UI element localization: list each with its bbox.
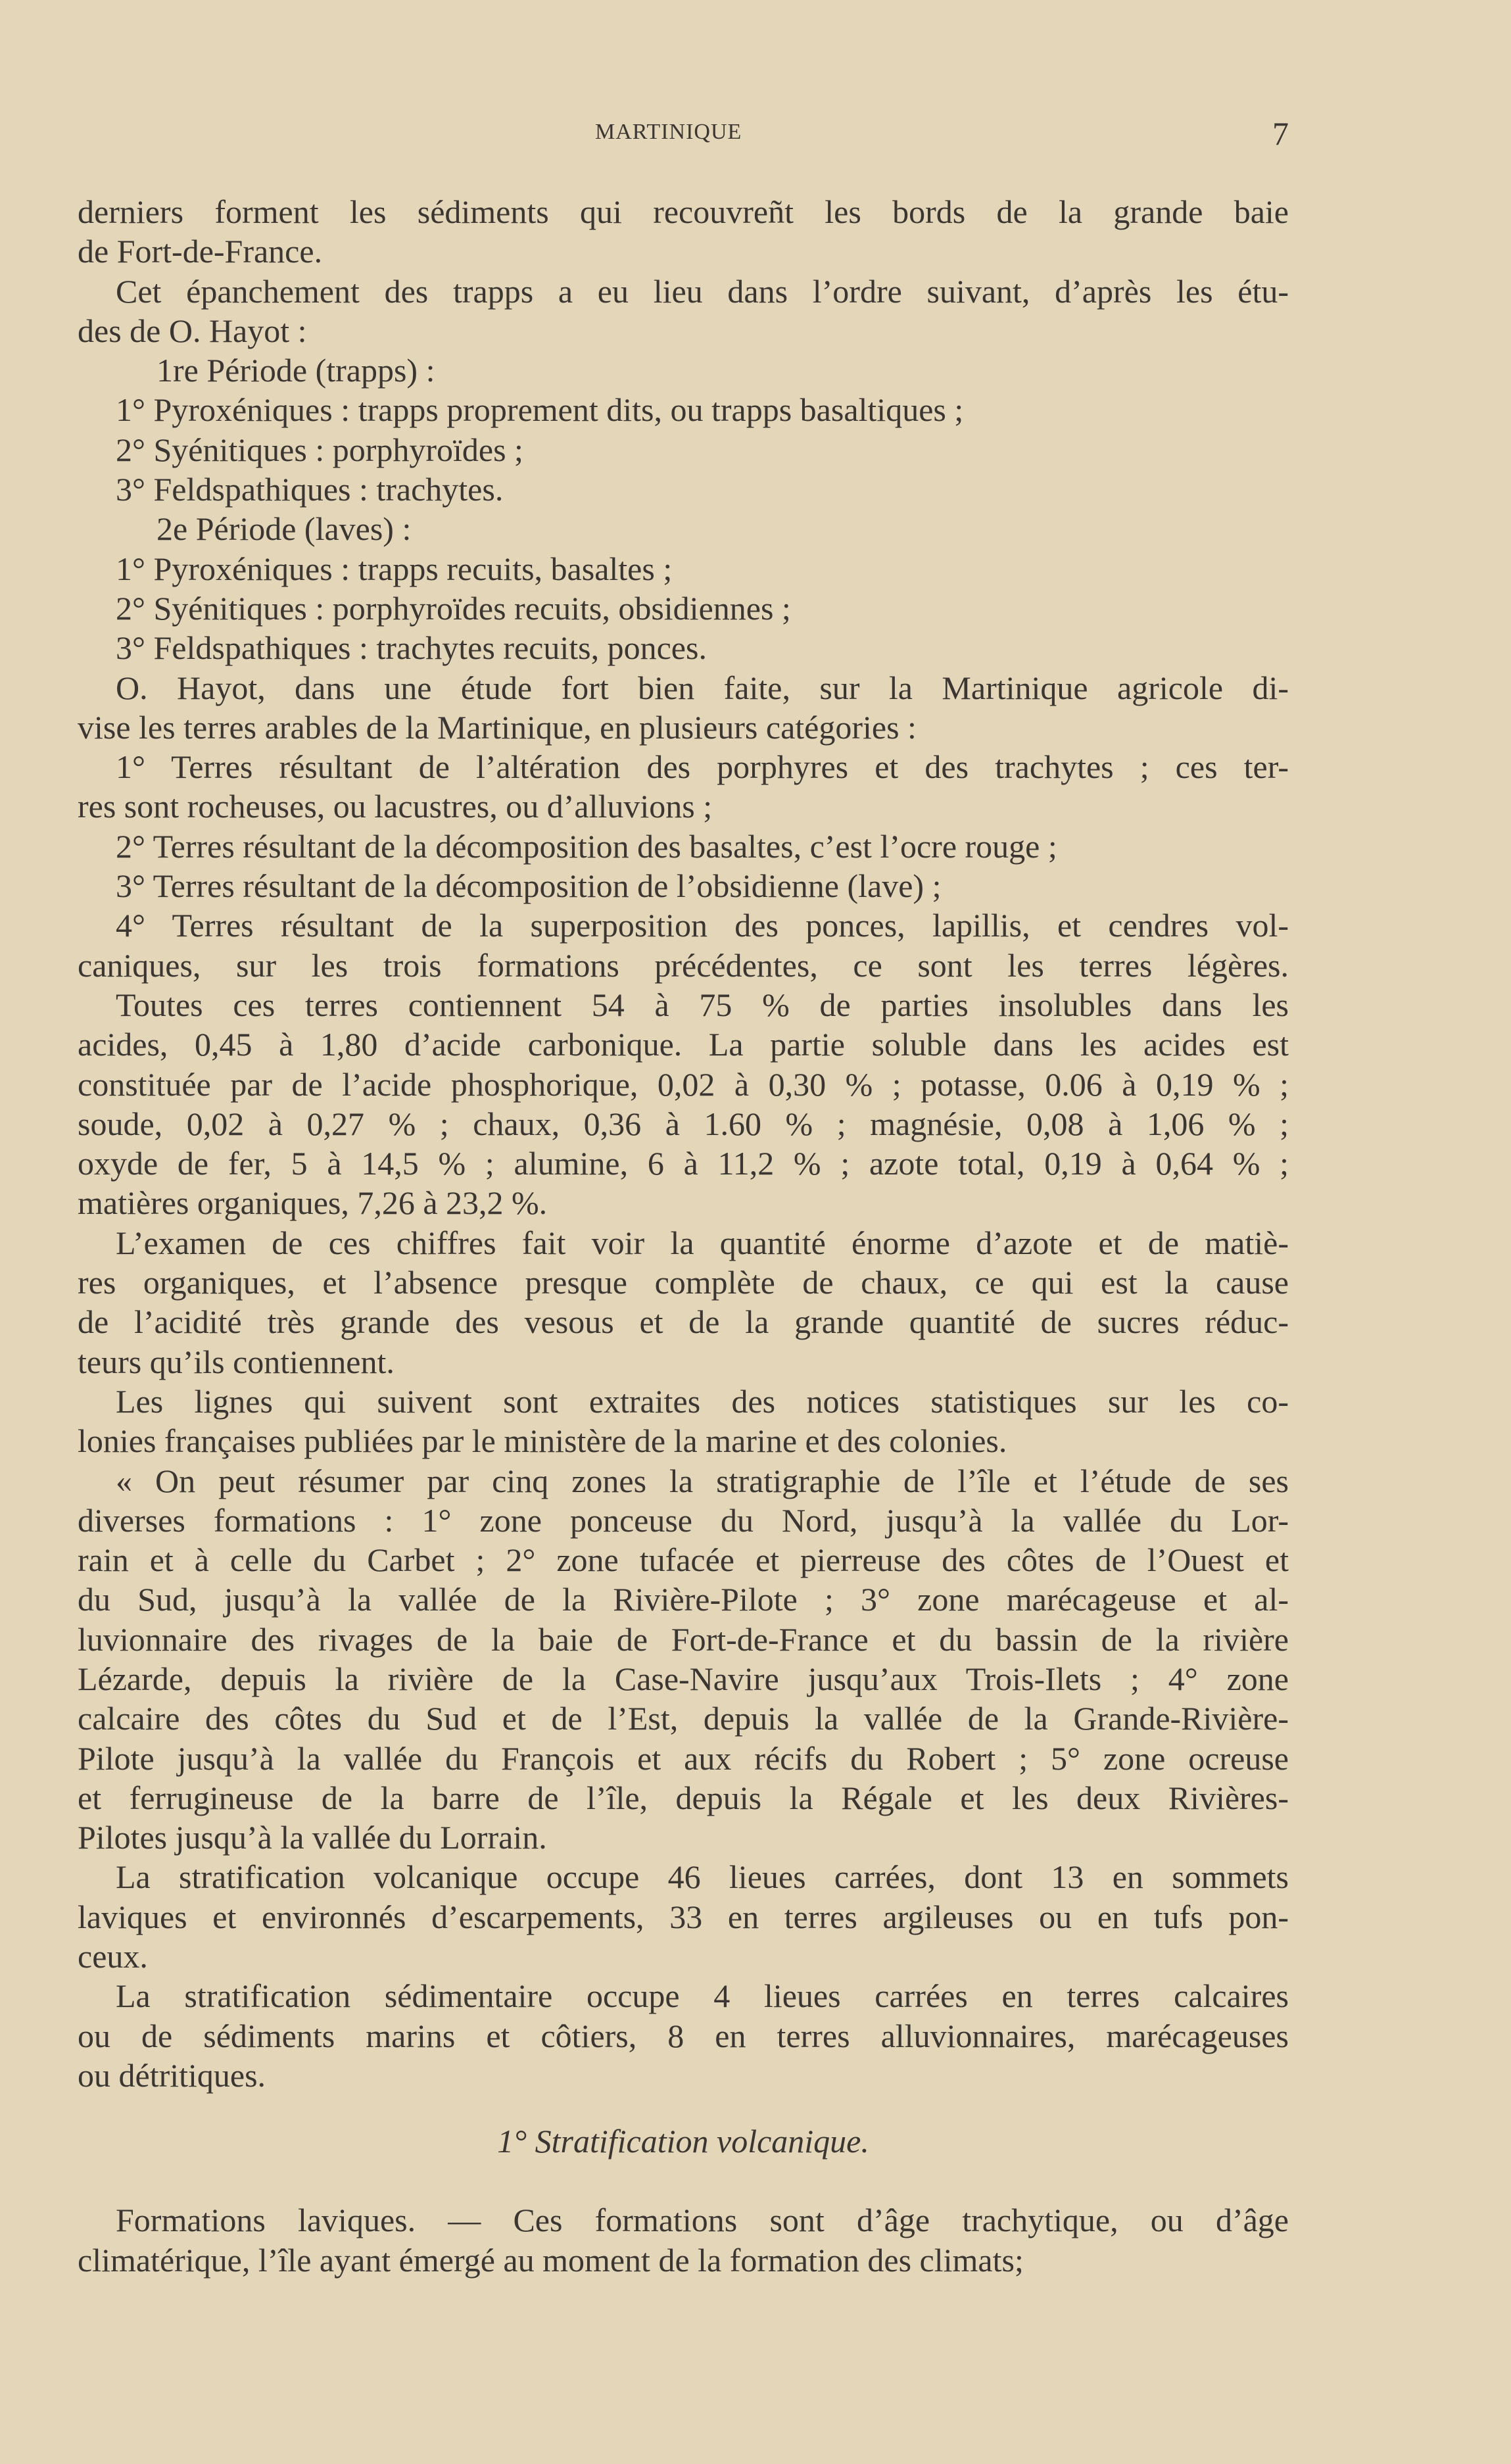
list-heading: 1re Période (trapps) : xyxy=(156,352,435,389)
text-line: O. Hayot, dans une étude fort bien faite, sur la Martinique agricole di- xyxy=(116,669,1289,706)
text-line: constituée par de l’acide phosphorique, 0,02 à 0,30 % ; potasse, 0.06 à 0,19 % ; xyxy=(78,1065,1289,1103)
spacer xyxy=(78,2095,1289,2121)
quote-line: Pilote jusqu’à la vallée du François et aux récifs du Robert ; 5° zone ocreuse xyxy=(78,1739,1289,1777)
text-line: teurs qu’ils contiennent. xyxy=(78,1343,395,1380)
text-line: ou détritiques. xyxy=(78,2056,266,2094)
text-line: oxyde de fer, 5 à 14,5 % ; alumine, 6 à 11,2 % ; azote total, 0,19 à 0,64 % ; xyxy=(78,1145,1289,1182)
text-line: des de O. Hayot : xyxy=(78,312,307,349)
quote-line: calcaire des côtes du Sud et de l’Est, depuis la vallée de la Grande-Rivière- xyxy=(78,1700,1289,1737)
text-line: Toutes ces terres contiennent 54 à 75 % de parties insolubles dans les xyxy=(116,986,1289,1023)
text-line: laviques et environnés d’escarpements, 33 en terres argileuses ou en tufs pon- xyxy=(78,1898,1289,1935)
quote-line: rain et à celle du Carbet ; 2° zone tufacée et pierreuse des côtes de l’Ouest et xyxy=(78,1541,1289,1579)
section-heading: 1° Stratification volcanique. xyxy=(497,2123,869,2160)
text-line: acides, 0,45 à 1,80 d’acide carbonique. La partie soluble dans les acides est xyxy=(78,1026,1289,1063)
quote-line: et ferrugineuse de la barre de l’île, depuis la Régale et les deux Rivières- xyxy=(78,1779,1289,1816)
list-item: 3° Terres résultant de la décomposition de l’obsidienne (lave) ; xyxy=(116,867,942,905)
list-item: 3° Feldspathiques : trachytes. xyxy=(116,471,504,508)
list-item: caniques, sur les trois formations précédentes, ce sont les terres légères. xyxy=(78,946,1289,984)
quote-line: Pilotes jusqu’à la vallée du Lorrain. xyxy=(78,1819,547,1856)
text-line: ceux. xyxy=(78,1938,148,1975)
list-item: 1° Pyroxéniques : trapps recuits, basaltes ; xyxy=(116,550,673,587)
list-item: 3° Feldspathiques : trachytes recuits, ponces. xyxy=(116,629,707,667)
list-item: 2° Terres résultant de la décomposition des basaltes, c’est l’ocre rouge ; xyxy=(116,827,1057,865)
page-number: 7 xyxy=(1272,115,1289,152)
text-line: La stratification sédimentaire occupe 4 lieues carrées en terres calcaires xyxy=(116,1977,1289,2015)
text-line: de Fort-de-France. xyxy=(78,233,323,270)
text-line: L’examen de ces chiffres fait voir la quantité énorme d’azote et de matiè- xyxy=(116,1224,1289,1261)
quote-line: luvionnaire des rivages de la baie de Fort-de-France et du bassin de la rivière xyxy=(78,1620,1289,1658)
text-line: lonies françaises publiées par le ministère de la marine et des colonies. xyxy=(78,1422,1007,1460)
text-line: de l’acidité très grande des vesous et de la grande quantité de sucres réduc- xyxy=(78,1303,1289,1341)
list-item: 1° Pyroxéniques : trapps proprement dits, ou trapps basaltiques ; xyxy=(116,391,964,429)
text-line: ou de sédiments marins et côtiers, 8 en terres alluvionnaires, marécageuses xyxy=(78,2017,1289,2054)
spacer xyxy=(78,2161,1289,2200)
text-line: res organiques, et l’absence presque complète de chaux, ce qui est la cause xyxy=(78,1264,1289,1301)
running-head xyxy=(0,115,1511,153)
list-item: 1° Terres résultant de l’altération des porphyres et des trachytes ; ces ter- xyxy=(116,748,1289,786)
list-item: 2° Syénitiques : porphyroïdes recuits, obsidiennes ; xyxy=(116,589,791,627)
text-line: matières organiques, 7,26 à 23,2 %. xyxy=(78,1184,548,1222)
text-line: Les lignes qui suivent sont extraites des notices statistiques sur les co- xyxy=(116,1382,1289,1420)
page-body xyxy=(78,192,1289,2280)
list-item: 2° Syénitiques : porphyroïdes ; xyxy=(116,431,523,468)
text-line: soude, 0,02 à 0,27 % ; chaux, 0,36 à 1.60 % ; magnésie, 0,08 à 1,06 % ; xyxy=(78,1105,1289,1142)
quote-line: du Sud, jusqu’à la vallée de la Rivière-Pilote ; 3° zone marécageuse et al- xyxy=(78,1581,1289,1618)
text-line: derniers forment les sédiments qui recouvreñt les bords de la grande baie xyxy=(78,193,1289,230)
text-line: Formations laviques. — Ces formations sont d’âge trachytique, ou d’âge xyxy=(116,2202,1289,2239)
running-head-title: MARTINIQUE xyxy=(595,120,742,144)
text-line: Cet épanchement des trapps a eu lieu dans l’ordre suivant, d’après les étu- xyxy=(116,272,1289,310)
list-item: res sont rocheuses, ou lacustres, ou d’alluvions ; xyxy=(78,788,713,825)
list-heading: 2e Période (laves) : xyxy=(156,510,412,548)
text-line: vise les terres arables de la Martinique, en plusieurs catégories : xyxy=(78,708,917,746)
list-item: 4° Terres résultant de la superposition des ponces, lapillis, et cendres vol- xyxy=(116,907,1289,944)
text-line: climatérique, l’île ayant émergé au moment de la formation des climats; xyxy=(78,2241,1024,2279)
text-line: La stratification volcanique occupe 46 lieues carrées, dont 13 en sommets xyxy=(116,1858,1289,1896)
quote-line: « On peut résumer par cinq zones la stratigraphie de l’île et l’étude de ses xyxy=(116,1462,1289,1499)
quote-line: diverses formations : 1° zone ponceuse du Nord, jusqu’à la vallée du Lor- xyxy=(78,1501,1289,1539)
quote-line: Lézarde, depuis la rivière de la Case-Navire jusqu’aux Trois-Ilets ; 4° zone xyxy=(78,1660,1289,1697)
